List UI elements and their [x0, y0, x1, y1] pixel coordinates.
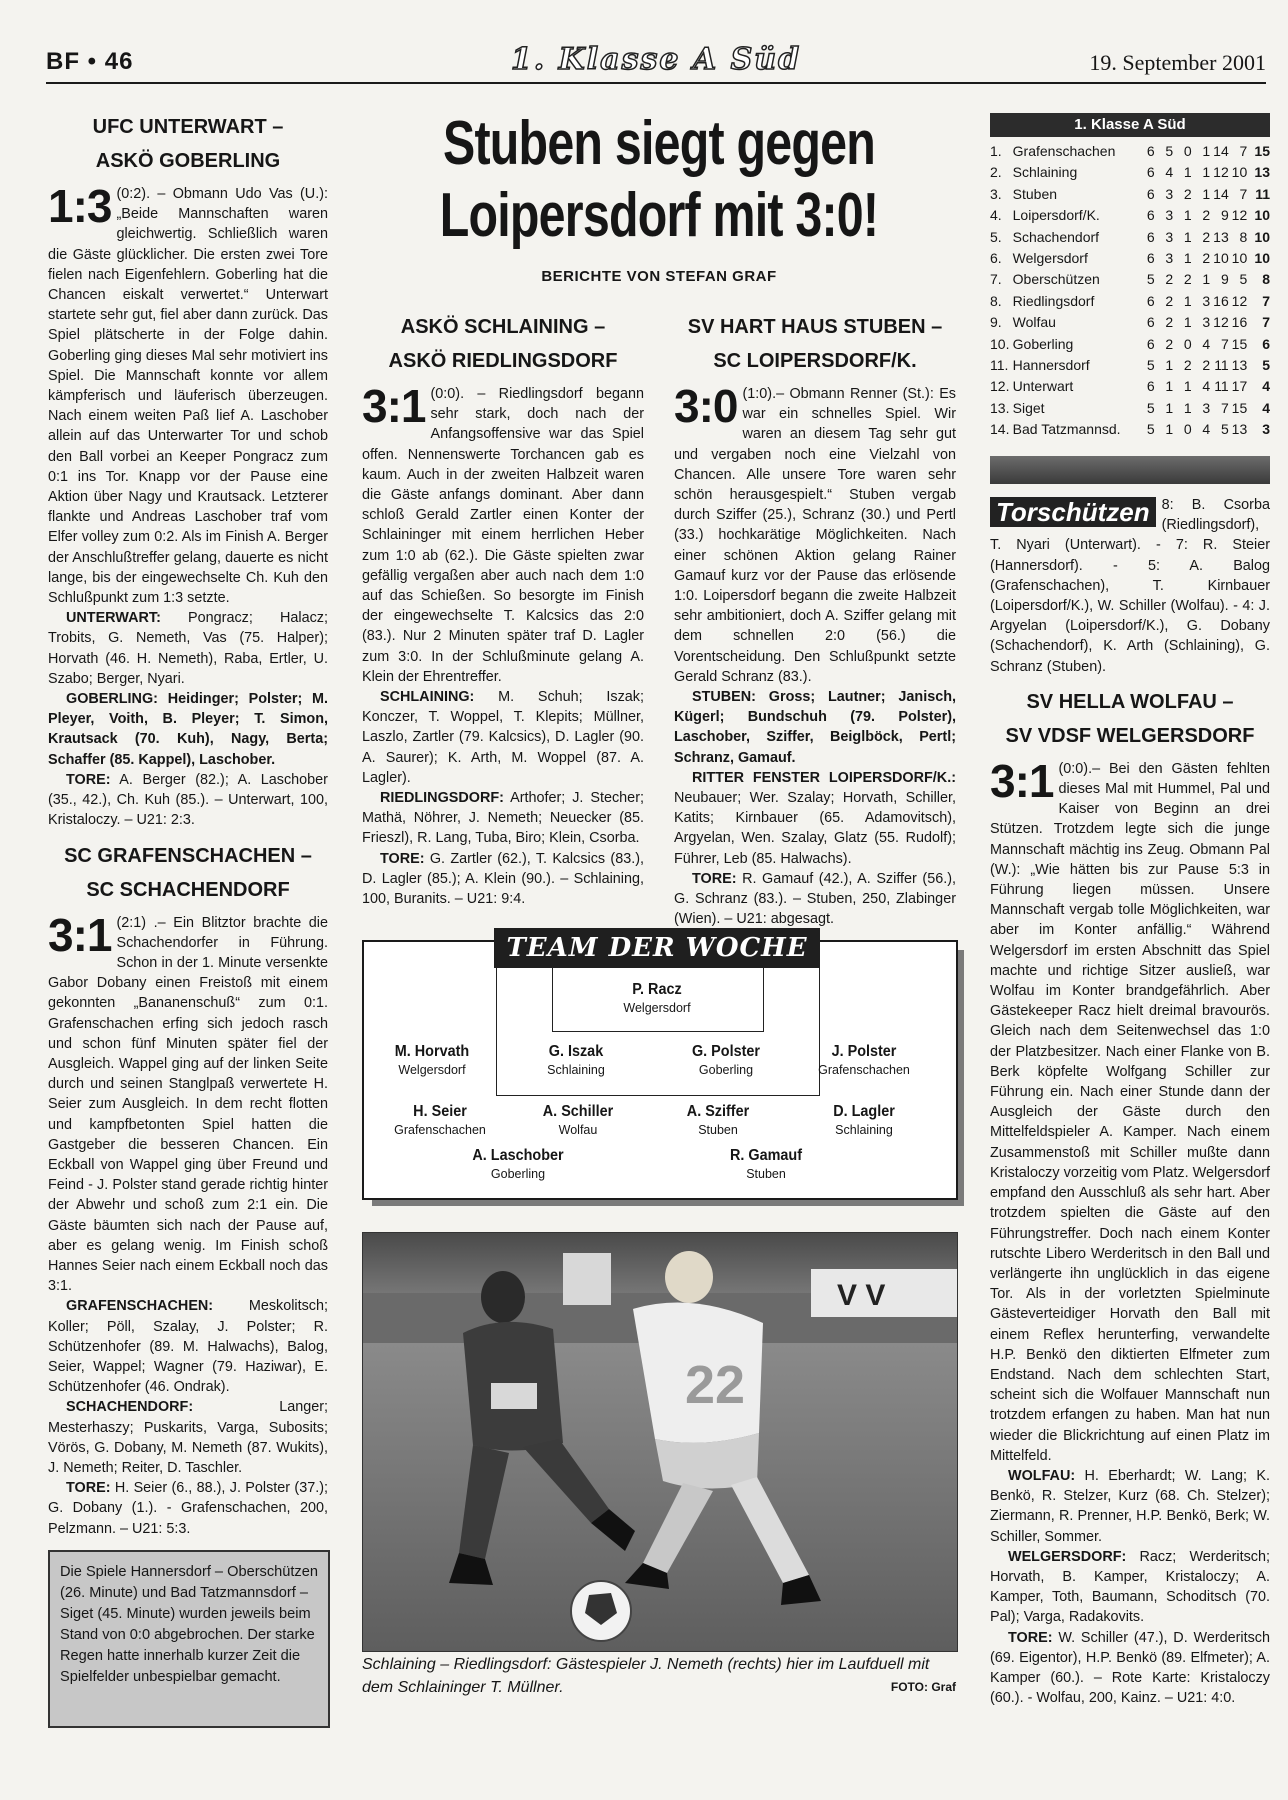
- league-table-cell: Schachendorf: [1012, 228, 1100, 245]
- league-table-cell: 5: [1220, 421, 1229, 438]
- league-table-cell: 15: [1231, 399, 1248, 416]
- league-table-cell: 0: [1183, 143, 1192, 159]
- league-table-cell: 2: [1165, 271, 1174, 288]
- league-table-cell: 10: [1231, 164, 1248, 181]
- league-table-row: [990, 334, 1270, 355]
- lineup-text: Gross; Lautner; Janisch, Kügerl; Bundschuh (79. Polster), Laschober, Sziffer, Beiglböck, Pertl; Schranz, Gamauf.: [674, 689, 956, 766]
- league-table-cell: 1: [1183, 378, 1192, 395]
- player-club: Welgersdorf: [623, 1001, 691, 1015]
- player-name: A. Schiller: [542, 1103, 614, 1120]
- lineup-text: Racz; Werderitsch; Horvath, B. Kamper, Kristaloczy; A. Kamper, Toth, Baumann, Schoditsch (70. Pal); Varga, Radakovits.: [990, 1548, 1270, 1626]
- photo-credit: FOTO: Graf: [890, 1680, 956, 1694]
- player-club: Goberling: [698, 1063, 754, 1077]
- match-report: (0:2). – Obmann Udo Vas (U.): „Beide Mannschaften waren gleichwertig. Schließlich waren die Gäste glücklicher. Die ersten zwei Tore fielen nach Eigenfehlern. Goberling hat die Chancen eiskalt verwertet.“ Unterwart startete sehr gut, fiel aber dann zurück. Das Spiel plätscherte in der Folge dahin. Goberling ging dieses Mal sehr motiviert ins Spiel. Die Mannschaft konnte vor allem kämpferisch und läuferisch überzeugen. Nach einem weiten Paß lief A. Laschober allein auf das Unterwarter Tor und schob den Ball vorbei an Keeper Pongracz zum 0:1 ins Tor. Knapp vor der Pause eine Aktion über Nagy und Krautsack. Letzterer flankte und Andreas Laschober traf vom Elfer volley zum 0:2. Als im Finish A. Berger der Anschlußtreffer gelang, dauerte es nicht lange, bis der eingewechselte Ch. Kuh den Schlußpunkt zum 1:3 setzte.: [48, 186, 328, 607]
- league-table-row: [990, 141, 1270, 162]
- league-table-cell: 1: [1183, 292, 1192, 309]
- match-score: 3:1: [48, 908, 112, 961]
- league-table-cell: 5: [1165, 143, 1174, 159]
- league-table-title: 1. Klasse A Süd: [990, 113, 1270, 137]
- lineup-text: Pongracz; Halacz; Trobits, G. Nemeth, Vas (75. Halper); Horvath (46. H. Nemeth), Raba, Ertler, U. Szabo; Berger, Nyari.: [48, 610, 328, 687]
- player-club: Stuben: [698, 1123, 738, 1137]
- league-table-cell: Welgersdorf: [1012, 250, 1088, 267]
- player-card: [352, 1042, 512, 1078]
- league-table-cell: 8: [1262, 271, 1270, 288]
- league-table-cell: 1: [1165, 357, 1174, 374]
- league-table-cell: 3: [1165, 228, 1174, 245]
- league-table-cell: 11: [1214, 357, 1229, 374]
- league-table-row: [990, 269, 1270, 290]
- team-of-the-week: [362, 933, 958, 1200]
- league-table-cell: 11: [1214, 378, 1229, 395]
- match-report: (0:0). – Riedlingsdorf begann sehr stark, doch nach der Anfangsoffensive war das Spiel offen. Nennenswerte Torchancen gab es kaum. Auch in der zweiten Halbzeit waren die Gäste anfangs dominant. Aber dann schloß Gerald Zartler einen Konter der Schlaininger mit einem herrlichen Heber zum 1:0 ab (62.). Die Gäste spielten zwar gefällig vergaßen aber auch nach dem 1:0 auf das Schießen. So besorgte im Finish der eingewechselte T. Kalcsics das 2:0 (83.). Nur 2 Minuten später traf D. Lagler zum 3:0. In der Schlußminute gelang A. Klein der Ehrentreffer.: [362, 386, 644, 685]
- lineup-text: Langer; Mesterhaszy; Puskarits, Varga, Subosits; Vörös, G. Dobany, M. Nemeth (87. Wukits), J. Nemeth; Reiter, D. Taschler.: [48, 1399, 328, 1476]
- column-2: [362, 308, 644, 909]
- headline-line-1: Stuben siegt gegen: [443, 109, 875, 178]
- league-table-cell: 6: [1146, 335, 1155, 352]
- goals-text: A. Berger (82.); A. Laschober (35., 42.), Ch. Kuh (85.). – Unterwart, 100, Kristaloczy. – U21: 2:3.: [48, 771, 328, 829]
- league-table-cell: 14: [1213, 143, 1229, 159]
- league-table-cell: 9.: [990, 314, 1002, 331]
- match-heading: [48, 110, 328, 178]
- player-name: M. Horvath: [394, 1043, 470, 1060]
- photo-caption: Schlaining – Riedlingsdorf: Gästespieler J. Nemeth (rechts) hier im Laufduell mit dem Schlaininger T. Müllner.: [362, 1656, 930, 1696]
- league-table-cell: 1: [1165, 399, 1174, 416]
- league-table-cell: Wolfau: [1012, 314, 1056, 331]
- league-table-cell: 14.: [990, 421, 1010, 438]
- match-report: (1:0).– Obmann Renner (St.): Es war ein schnelles Spiel. Wir waren an diesem Tag sehr gut und vergaben noch eine Vielzahl von Chancen. Alle unsere Tore waren sehr schön herausgespielt.“ Stuben vergab durch Sziffer (25.), Schranz (30.) und Pertl (33.) hochkarätige Möglichkeiten. Nach einer schönen Aktion gelang Rainer Gamauf kurz vor der Pause das erlösende 1:0. Loipersdorf begann die zweite Halbzeit sehr ambitioniert, doch A. Sziffer gelang mit dem schnellen 2:0 (56.) die Vorentscheidung. Den Schlußpunkt setzte Gerald Schranz (83.).: [674, 386, 956, 685]
- match-heading: [990, 685, 1270, 753]
- league-table-cell: 6.: [990, 250, 1002, 267]
- byline: BERICHTE VON STEFAN GRAF: [541, 268, 777, 285]
- league-table-cell: 11.: [990, 357, 1009, 374]
- league-table-cell: Riedlingsdorf: [1012, 292, 1095, 309]
- league-table-cell: 7: [1262, 292, 1270, 309]
- league-table-cell: Grafenschachen: [1012, 143, 1116, 159]
- player-club: Welgersdorf: [398, 1063, 466, 1077]
- league-table-cell: 7.: [990, 271, 1002, 288]
- scorers-text: 8: B. Csorba (Riedlingsdorf), T. Nyari (Unterwart). - 7: R. Steier (Hannersdorf). - 5: A. Balog (Grafenschachen), T. Kirnbauer (Loipersdorf/K.), W. Schiller (Wolfau). - 4: J. Argyelan (Loipersdorf/K.), G. Dobany (Schachendorf), K. Arth (Schlaining), G. Schranz (Stuben).: [990, 497, 1270, 675]
- player-name: G. Polster: [691, 1043, 761, 1060]
- league-table-cell: 1: [1183, 314, 1192, 331]
- lineup-text: Neubauer; Wer. Szalay; Horvath, Schiller, Katits; Kirnbauer (65. Adamovitsch), Argyelan, Wen. Szalay, Glatz (55. Rudolf); Führer, Leb (85. Halwachs).: [674, 790, 956, 867]
- lineup: [674, 768, 956, 869]
- league-table-cell: 6: [1146, 250, 1155, 267]
- scorers-label: Torschützen: [990, 497, 1156, 527]
- league-table: [990, 113, 1270, 441]
- league-table-row: [990, 205, 1270, 226]
- league-table-cell: 5: [1146, 271, 1155, 288]
- column-3: [674, 308, 956, 929]
- match-heading: [362, 310, 644, 378]
- player-card: [686, 1146, 846, 1182]
- league-table-cell: 0: [1183, 421, 1192, 438]
- league-table-cell: 4: [1202, 378, 1211, 395]
- lineup: [48, 689, 328, 770]
- team-of-the-week-title: TEAM DER WOCHE: [494, 928, 820, 968]
- league-table-cell: 10: [1254, 250, 1270, 267]
- league-table-cell: Schlaining: [1012, 164, 1078, 181]
- player-card: [646, 1042, 806, 1078]
- league-table-cell: 1: [1183, 399, 1192, 416]
- goals-text: H. Seier (6., 88.), J. Polster (37.); G. Dobany (1.). - Grafenschachen, 200, Pelzmann. – U21: 5:3.: [48, 1480, 328, 1537]
- football-photo-illustration: [363, 1233, 957, 1651]
- goals: [990, 1628, 1270, 1709]
- match-report: (2:1) .– Ein Blitztor brachte die Schachendorfer in Führung. Schon in der 1. Minute versenkte Gabor Dobany einen Freistoß mit einem gekonnten „Bananenschuß“ zum 0:1. Grafenschachen erfing sich jedoch rasch und schon fünf Minuten später fiel der Ausgleich. Wappel ging auf der linken Seite durch und seinen Stanglpaß verwertete H. Seier zum Ausgleich. In dem recht flotten und kampfbetonten Spiel hatten die Gastgeber die besseren Chancen. Ein Eckball von Wappel ging über Freund und Feind - J. Polster stand gerade richtig hinter der Abwehr und schoß zum 2:1 ein. Die Gäste bäumten sich nach der Pause auf, aber es gelang wenig. Im Finish schoß Hannes Seier nach einem Eckball noch das 3:1.: [48, 914, 328, 1295]
- player-club: Schlaining: [835, 1123, 893, 1137]
- league-table-cell: Bad Tatzmannsd.: [1012, 421, 1121, 438]
- goals: [48, 770, 328, 831]
- league-table-cell: 4: [1165, 164, 1174, 181]
- league-table-cell: 3: [1165, 185, 1174, 202]
- league-table-cell: 2: [1165, 314, 1174, 331]
- league-table-cell: 17: [1231, 378, 1248, 395]
- player-card: [360, 1102, 520, 1138]
- match-heading: [674, 310, 956, 378]
- player-card: [496, 1042, 656, 1078]
- lineup: [48, 1296, 328, 1397]
- league-table-cell: 6: [1146, 185, 1155, 202]
- page-number: BF • 46: [46, 48, 134, 75]
- league-table-cell: 2: [1202, 357, 1211, 374]
- league-table-cell: 5.: [990, 228, 1002, 245]
- lineup: [362, 687, 644, 788]
- league-table-cell: 7: [1220, 335, 1229, 352]
- lineup: [990, 1466, 1270, 1547]
- league-table-row: [990, 312, 1270, 333]
- league-table-cell: 2.: [990, 164, 1002, 181]
- league-table-cell: 5: [1239, 271, 1248, 288]
- match-score: 3:1: [362, 380, 426, 432]
- goals-label: TORE:: [692, 870, 737, 887]
- league-table-cell: 1: [1165, 421, 1174, 438]
- player-card: [498, 1102, 658, 1138]
- league-table-cell: 2: [1202, 228, 1211, 245]
- league-table-cell: 16: [1231, 314, 1248, 331]
- player-card: [784, 1042, 944, 1078]
- lineup-label: RIEDLINGSDORF:: [380, 790, 504, 807]
- jersey-number: 22: [685, 1355, 746, 1415]
- league-table-cell: 2: [1202, 250, 1211, 267]
- scorers-list: [990, 495, 1270, 677]
- lineup: [674, 687, 956, 768]
- match-heading-line: SC LOIPERSDORF/K.: [713, 350, 917, 372]
- lineup-text: Meskolitsch; Koller; Pöll, Szalay, J. Polster; R. Schützenhofer (89. M. Halwachs), Balog, Seier, Wappel; Wagner (79. Haziwar), E. Schützenhofer (46. Ondrak).: [48, 1298, 328, 1396]
- league-table-cell: 3: [1202, 314, 1211, 331]
- column-4: [990, 495, 1270, 1708]
- league-table-row: [990, 184, 1270, 205]
- league-table-cell: 4.: [990, 207, 1002, 224]
- player-name: G. Iszak: [548, 1043, 604, 1060]
- photo-caption-block: [362, 1653, 956, 1699]
- league-table-cell: 1: [1202, 185, 1211, 202]
- league-table-row: [990, 398, 1270, 419]
- league-table-cell: 6: [1146, 314, 1155, 331]
- league-table-row: [990, 355, 1270, 376]
- league-table-row: [990, 248, 1270, 269]
- player-card: [438, 1146, 598, 1182]
- league-table-row: [990, 376, 1270, 397]
- headline-line-2: Loipersdorf mit 3:0!: [439, 181, 879, 250]
- league-table-cell: 4: [1202, 421, 1211, 438]
- lineup: [48, 1397, 328, 1478]
- match-score: 1:3: [48, 180, 112, 232]
- lineup-label: STUBEN:: [692, 689, 756, 706]
- lineup-text: H. Eberhardt; W. Lang; K. Benkö, R. Stelzer, Kurz (68. Ch. Stelzer); Ziermann, R. Prenner, H.P. Benkö, Berk; W. Schiller, Sommer.: [990, 1467, 1270, 1545]
- league-table-cell: 15: [1254, 143, 1270, 159]
- league-table-cell: 11: [1255, 185, 1270, 202]
- player-name: P. Racz: [632, 981, 682, 998]
- lineup-label: UNTERWART:: [66, 610, 161, 627]
- league-table-cell: 10: [1231, 250, 1248, 267]
- league-table-cell: 4: [1262, 378, 1270, 395]
- league-table-cell: 8.: [990, 292, 1002, 309]
- league-table-cell: 6: [1146, 378, 1155, 395]
- lineup-label: GRAFENSCHACHEN:: [66, 1298, 214, 1315]
- goals: [48, 1478, 328, 1539]
- league-table-cell: 13.: [990, 399, 1010, 416]
- goals: [674, 869, 956, 930]
- match-heading-line: SC GRAFENSCHACHEN –: [64, 844, 312, 867]
- league-table-cell: 8: [1239, 228, 1248, 245]
- league-table-cell: Loipersdorf/K.: [1012, 207, 1100, 224]
- league-table-cell: 7: [1239, 185, 1248, 202]
- player-name: R. Gamauf: [729, 1147, 802, 1164]
- match-report: (0:0).– Bei den Gästen fehlten dieses Mal mit Hummel, Pal und Kaiser von Beginn an drei Stützen. Trotzdem legte sich die junge Mannschaft mächtig ins Zeug. Obmann Pal (W.): „Wie hätten bis zur Pause 5:3 in Führung liegen müssen. Unsere Mannschaft vergab tolle Möglichkeiten, war aber im Konter anfällig.“ Während Welgersdorf im ersten Abschnitt das Spiel machte und richtige Sitzer ausließ, war Wolfau im Konter brandgefährlich. Aber Gästekeeper Racz hielt dreimal bravourös. Gleich nach dem Seitenwechsel das 1:0 der Platzbesitzer. Nach einer Flanke von B. Berk köpfelte Wolfgang Schiller zur Führung ein. Nach einer Stunde dann der Ausgleich der Gäste durch den Mittelfeldspieler A. Kamper. Nach einem Zusammenstoß mit Schiller mußte dann Kristaloczy vorzeitig vom Platz. Welgersdorf empfand den Ausschluß als sehr hart. Aber trotzdem spielten die Gäste auf den Führungstreffer. Doch nach einem Konter rutschte Libero Werderitsch in den Ball und verlängerte ihn unglücklich in das eigene Tor. Als in der vorletzten Spielminute Gästeverteidiger Horvath den Ball mit einem Reflex herunterfing, verwandelte H.P. Benkö den diktierten Elfmeter zum Endstand. Nach dem schlechten Start, scheint sich die Wolfauer Mannschaft nun trotzdem erfangen zu haben. Man hat nun wieder die Blickrichtung auf einen Platz im Mittelfeld.: [990, 760, 1270, 1464]
- league-table-cell: 1.: [990, 143, 1002, 159]
- league-table-cell: 9: [1220, 207, 1229, 224]
- league-table-cell: 15: [1231, 335, 1248, 352]
- player-club: Wolfau: [558, 1123, 598, 1137]
- league-table-cell: 1: [1183, 228, 1192, 245]
- league-table-cell: 6: [1146, 292, 1155, 309]
- abandoned-matches-box: [48, 1550, 330, 1728]
- player-club: Goberling: [490, 1167, 546, 1181]
- league-table-cell: 1: [1183, 250, 1192, 267]
- league-table-cell: 3: [1202, 292, 1211, 309]
- match-heading-line: SV HELLA WOLFAU –: [1026, 690, 1234, 713]
- lineup-label: RITTER FENSTER LOIPERSDORF/K.:: [692, 769, 956, 786]
- league-table-cell: 5: [1262, 357, 1270, 374]
- lineup-label: WOLFAU:: [1008, 1467, 1076, 1484]
- league-table-row: [990, 227, 1270, 248]
- league-table-cell: 3: [1202, 399, 1211, 416]
- league-table-cell: 10.: [990, 335, 1010, 352]
- match-heading-line: SC SCHACHENDORF: [86, 878, 290, 901]
- goals-label: TORE:: [66, 1480, 111, 1497]
- league-table-cell: 6: [1262, 335, 1270, 352]
- lineup-text: M. Schuh; Iszak; Konczer, T. Woppel, T. Klepits; Müllner, Laszlo, Zartler (79. Kalcsics), D. Lagler (90. A. Saurer); K. Arth, M. Woppel (87. A. Lagler).: [362, 689, 645, 786]
- league-table-cell: 10: [1213, 250, 1229, 267]
- match-heading-line: SV HART HAUS STUBEN –: [687, 316, 943, 338]
- league-table-cell: 2: [1202, 207, 1211, 224]
- player-name: A. Laschober: [472, 1147, 564, 1164]
- league-table-cell: Hannersdorf: [1012, 357, 1090, 374]
- page-header: [46, 42, 1266, 84]
- league-table-cell: 13: [1254, 164, 1270, 181]
- headline-block: [362, 108, 956, 285]
- lineup-label: GOBERLING:: [66, 691, 158, 708]
- league-table-cell: 2: [1165, 335, 1174, 352]
- league-table-cell: 4: [1202, 335, 1211, 352]
- league-table-cell: 1: [1202, 164, 1211, 181]
- lineup-text: Heidinger; Polster; M. Pleyer, Voith, B. Pleyer; T. Simon, Krautsack (70. Kuh), Nagy, Berta; Schaffer (85. Kappel), Laschober.: [48, 691, 328, 768]
- league-table-cell: 1: [1202, 271, 1211, 288]
- league-table-cell: 9: [1220, 271, 1229, 288]
- league-table-cell: 12: [1231, 292, 1248, 309]
- league-table-cell: 7: [1220, 399, 1229, 416]
- player-club: Grafenschachen: [394, 1123, 486, 1137]
- league-table-cell: 1: [1183, 207, 1192, 224]
- lineup-label: SCHACHENDORF:: [66, 1399, 194, 1416]
- league-table-cell: 5: [1146, 399, 1155, 416]
- league-table-cell: 12: [1231, 207, 1248, 224]
- player-card: [784, 1102, 944, 1138]
- league-table-cell: 6: [1146, 164, 1155, 181]
- league-table-cell: 7: [1262, 314, 1270, 331]
- league-table-cell: 13: [1231, 357, 1248, 374]
- league-table-cell: 5: [1146, 421, 1155, 438]
- goals: [362, 849, 644, 910]
- player-name: A. Sziffer: [686, 1103, 750, 1120]
- league-table-cell: 10: [1254, 228, 1270, 245]
- league-table-cell: 3: [1165, 207, 1174, 224]
- league-table-row: [990, 162, 1270, 183]
- league-table-cell: Goberling: [1012, 335, 1074, 352]
- player-card: [577, 980, 737, 1016]
- league-table-cell: 14: [1213, 185, 1229, 202]
- lineup-text: Arthofer; J. Stecher; Mathä, Nöhrer, J. Nemeth; Neuecker (85. Frieszl), R. Lang, Tuba, Biro; Klein, Csorba.: [362, 790, 644, 847]
- goals-text: R. Gamauf (42.), A. Sziffer (56.), G. Schranz (83.). – Stuben, 250, Zlabinger (Wien). – U21: abgesagt.: [674, 870, 957, 928]
- league-table-cell: 16: [1213, 292, 1229, 309]
- match-photo: [362, 1232, 958, 1652]
- player-club: Schlaining: [547, 1063, 605, 1077]
- issue-date: 19. September 2001: [1089, 50, 1266, 75]
- player-club: Stuben: [746, 1167, 786, 1181]
- league-table-cell: 7: [1239, 143, 1248, 159]
- league-table-cell: 6: [1146, 207, 1155, 224]
- player-name: J. Polster: [831, 1043, 897, 1060]
- league-table-row: [990, 419, 1270, 440]
- league-table-cell: 5: [1146, 357, 1155, 374]
- league-table-cell: Siget: [1012, 399, 1045, 416]
- league-table-cell: Unterwart: [1012, 378, 1074, 395]
- league-table-cell: 1: [1165, 378, 1174, 395]
- svg-text:V V: V V: [837, 1279, 886, 1312]
- lineup: [990, 1547, 1270, 1628]
- match-heading-line: ASKÖ GOBERLING: [95, 150, 281, 172]
- league-table-cell: 4: [1262, 399, 1270, 416]
- league-table-row: [990, 291, 1270, 312]
- league-table-cell: 3.: [990, 185, 1002, 202]
- player-club: Grafenschachen: [818, 1063, 910, 1077]
- match-heading-line: ASKÖ SCHLAINING –: [400, 316, 606, 338]
- league-table-cell: 2: [1183, 357, 1192, 374]
- league-table-cell: 1: [1202, 143, 1211, 159]
- league-table-body: [990, 141, 1270, 441]
- player-name: H. Seier: [413, 1103, 467, 1120]
- league-table-cell: 2: [1183, 271, 1192, 288]
- league-table-cell: Stuben: [1012, 185, 1058, 202]
- abandoned-matches-text: Die Spiele Hannersdorf – Oberschützen (26. Minute) und Bad Tatzmannsdorf – Siget (45. Minute) wurden jeweils beim Stand von 0:0 abgebrochen. Der starke Regen hatte innerhalb kurzer Zeit die Spielfelder unbespielbar gemacht.: [60, 1564, 318, 1685]
- league-table-cell: 13: [1213, 228, 1229, 245]
- league-table-cell: 3: [1165, 250, 1174, 267]
- lineup-label: WELGERSDORF:: [1008, 1548, 1127, 1565]
- goals-text: G. Zartler (62.), T. Kalcsics (83.), D. Lagler (85.); A. Klein (90.). – Schlaining, 100, Buranits. – U21: 9:4.: [362, 850, 644, 908]
- league-table-cell: 12: [1213, 314, 1229, 331]
- section-title: 1. Klasse A Süd: [510, 42, 802, 77]
- league-table-cell: 10: [1254, 207, 1270, 224]
- league-table-cell: 12: [1213, 164, 1229, 181]
- match-heading: [48, 839, 328, 907]
- goals-text: W. Schiller (47.), D. Werderitsch (69. Eigentor), H.P. Benkö (89. Elfmeter); A. Kamper (60.). – Rote Karte: Kristaloczy (60.). - Wolfau, 200, Kainz. – U21: 4:0.: [990, 1629, 1271, 1707]
- match-score: 3:1: [990, 754, 1054, 807]
- match-heading-line: UFC UNTERWART –: [92, 116, 284, 138]
- league-table-cell: 0: [1183, 335, 1192, 352]
- league-table-cell: 1: [1183, 164, 1192, 181]
- league-table-cell: 12.: [990, 378, 1010, 395]
- league-table-cell: 2: [1165, 292, 1174, 309]
- goals-label: TORE:: [66, 771, 111, 788]
- match-score: 3:0: [674, 380, 738, 432]
- lineup-label: SCHLAINING:: [380, 689, 475, 706]
- match-heading-line: ASKÖ RIEDLINGSDORF: [388, 350, 618, 372]
- lineup: [48, 608, 328, 689]
- player-name: D. Lagler: [833, 1103, 895, 1120]
- league-table-cell: 13: [1231, 421, 1248, 438]
- player-card: [638, 1102, 798, 1138]
- table-divider-bar: [990, 456, 1270, 484]
- league-table-cell: 3: [1262, 421, 1270, 438]
- goals-label: TORE:: [1008, 1629, 1053, 1646]
- lineup: [362, 788, 644, 849]
- column-1: [48, 108, 328, 1539]
- league-table-cell: 2: [1183, 185, 1192, 202]
- league-table-cell: Oberschützen: [1012, 271, 1100, 288]
- match-heading-line: SV VDSF WELGERSDORF: [1005, 724, 1255, 747]
- league-table-cell: 6: [1146, 143, 1155, 159]
- goals-label: TORE:: [380, 850, 425, 867]
- league-table-cell: 6: [1146, 228, 1155, 245]
